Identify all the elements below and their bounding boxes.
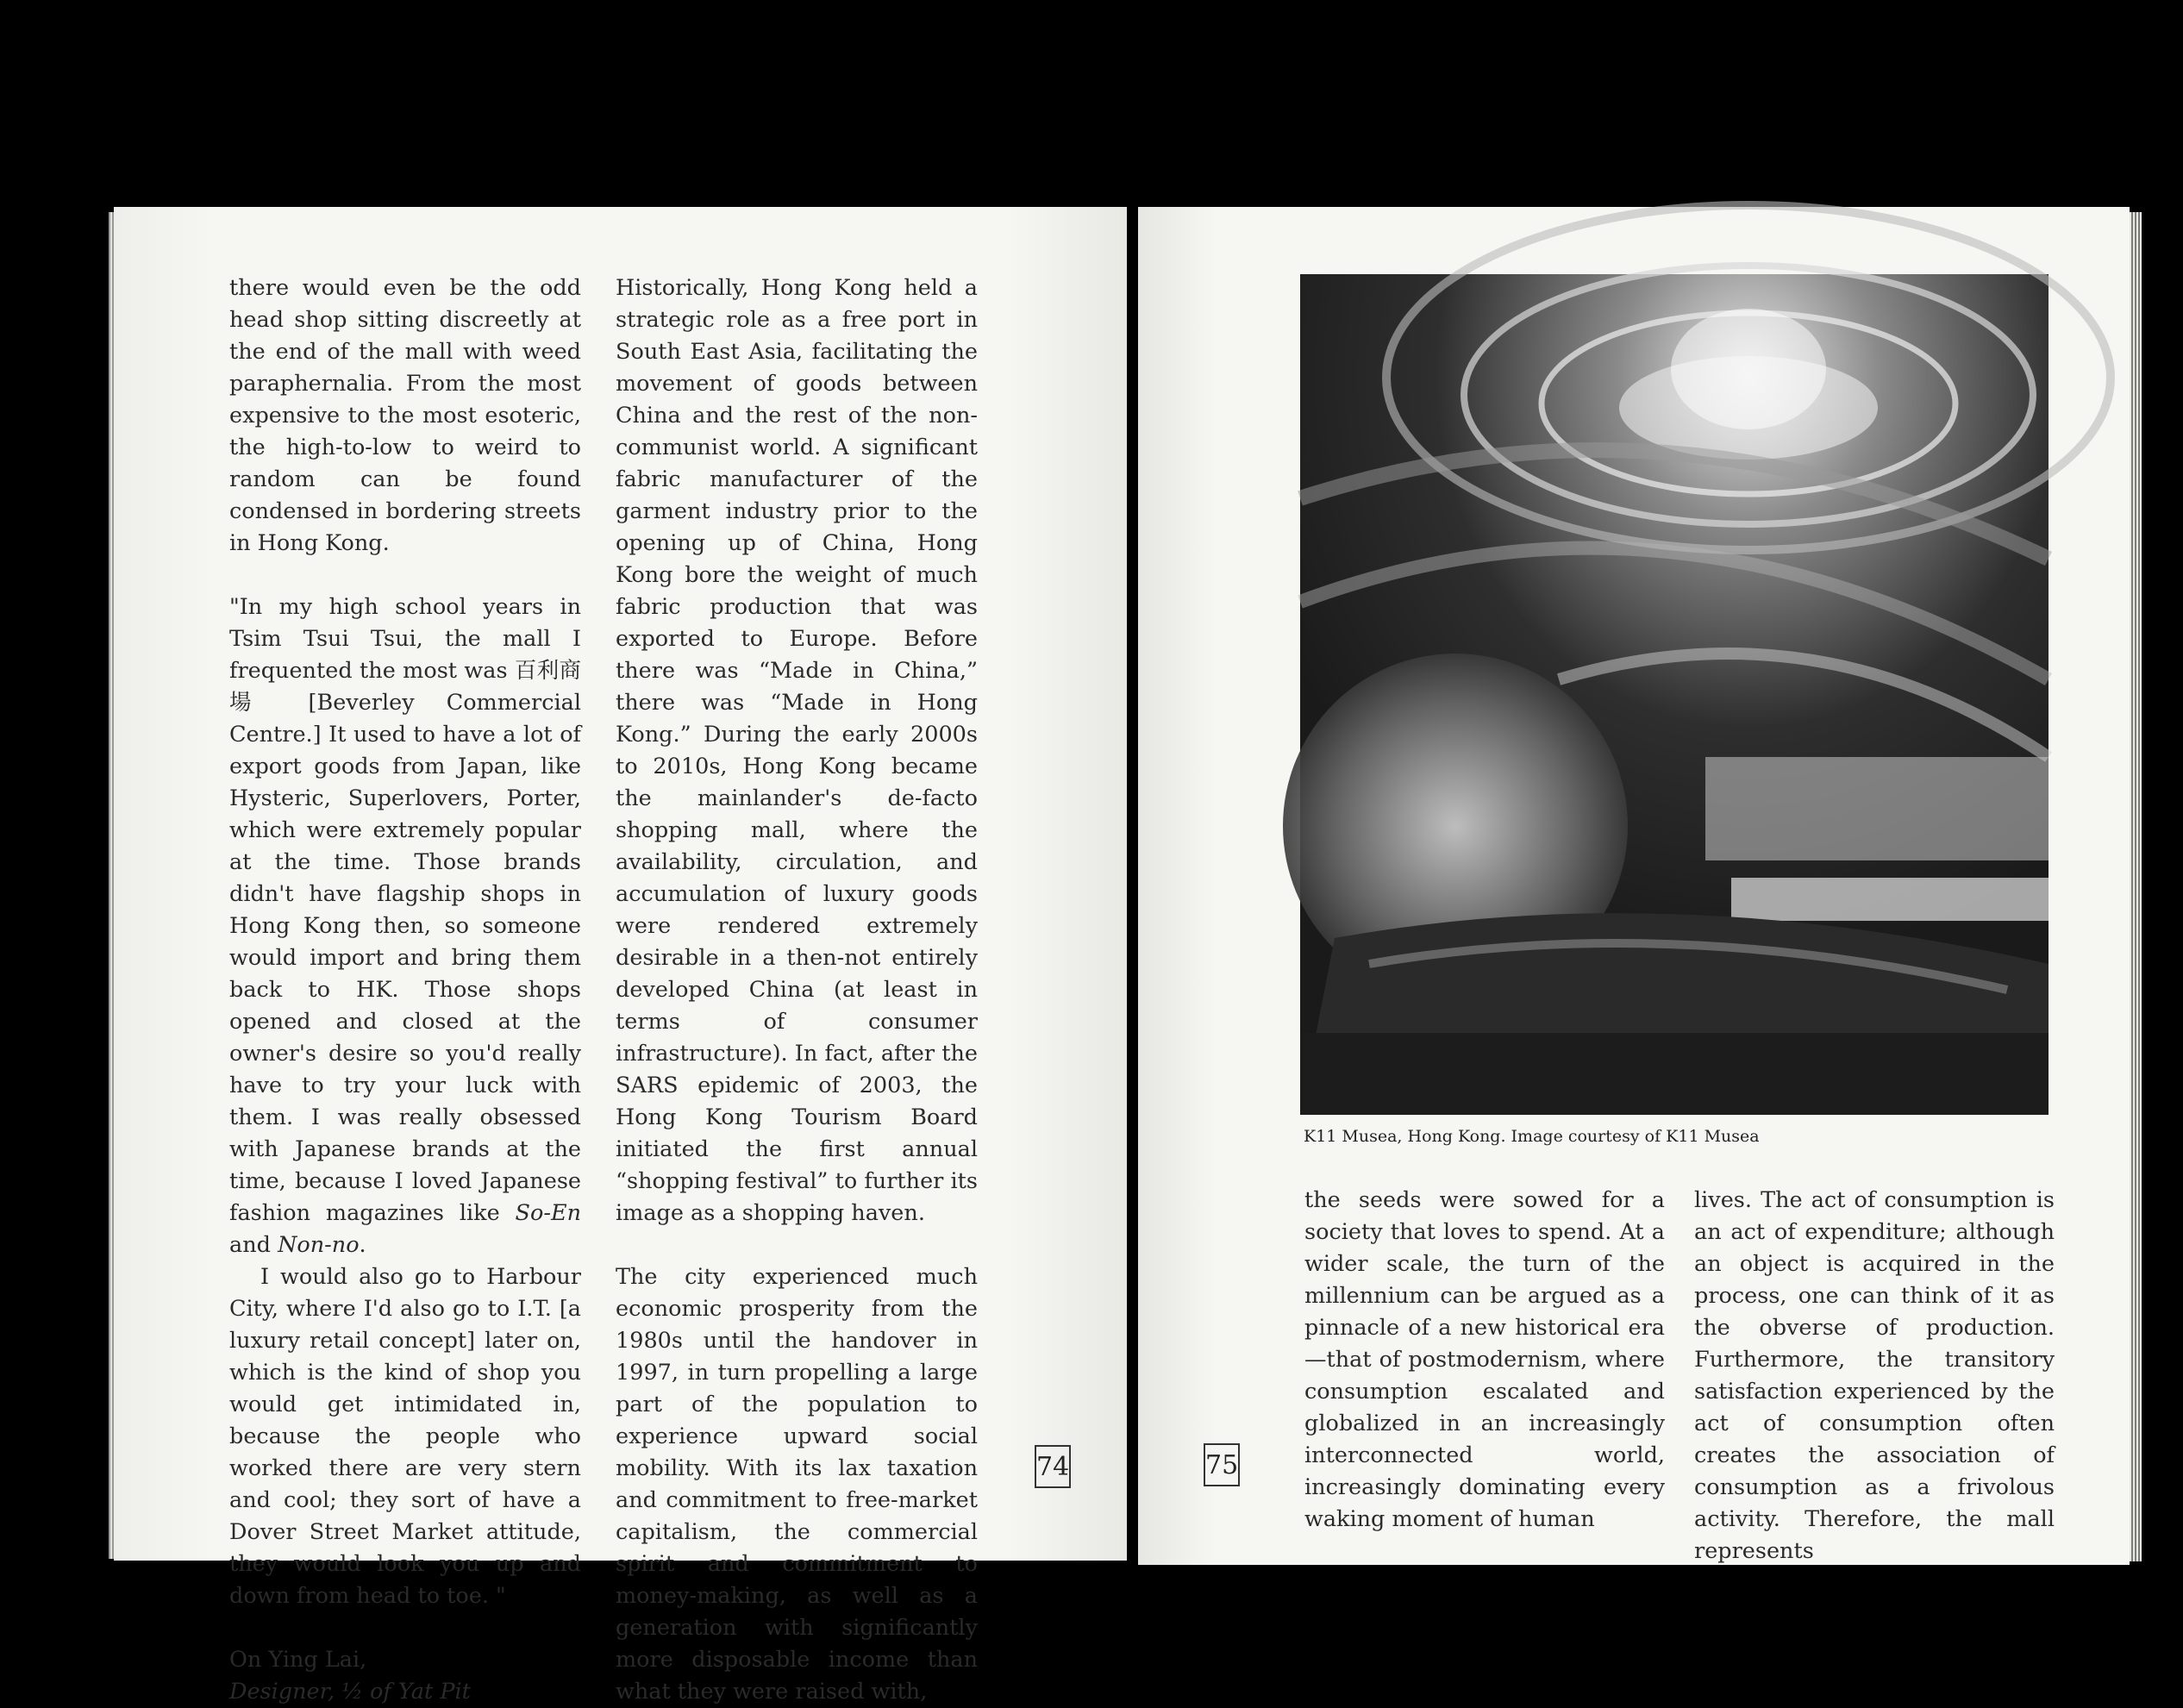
quote-paragraph: I would also go to Harbour City, where I'd also go to I.T. [a luxury retail concept] later on, which is the kind of shop you would get intimidated in, because the people who worked there are very stern and cool; they sort of have a Dover Street Market attitude, they would look you up and down from head to toe. " — [229, 1264, 581, 1609]
mall-atrium-photo — [1300, 274, 2049, 1115]
quote-paragraph — [229, 591, 581, 1261]
page-number: 74 — [1035, 1445, 1071, 1488]
attribution-name: On Ying Lai, — [229, 1647, 367, 1673]
right-page — [1138, 207, 2130, 1565]
quote-text: "In my high school years in Tsim Tsui Tsui, the mall I frequented the most was 百利商場 [Beverley Commercial Centre.] It used to have a lot of export goods from Japan, like Hysteric, Superlovers, Porter, which were extremely popular at the time. Those brands didn't have flagship shops in Hong Kong then, so someone would import and bring them back to HK. Those shops opened and closed at the owner's desire so you'd really have to try your luck with them. I was really obsessed with Japanese brands at the time, because I loved Japanese fashion magazines like — [229, 594, 581, 1226]
paragraph: The city experienced much economic prosperity from the 1980s until the handover in 1997, in turn propelling a large part of the population to experience upward social mobility. With its lax taxation and commitment to free-market capitalism, the commercial spirit and commitment to money-making, as well as a generation with significantly more disposable income than what they were raised with, — [616, 1264, 978, 1705]
photo-caption: K11 Musea, Hong Kong. Image courtesy of K11 Musea — [1304, 1127, 1760, 1146]
page-number: 75 — [1204, 1443, 1240, 1486]
left-page — [114, 207, 1127, 1705]
attribution-role: Designer, ½ of Yat Pit — [229, 1679, 471, 1705]
paragraph: Historically, Hong Kong held a strategic role as a free port in South East Asia, facilitating the movement of goods between China and the rest of the non-communist world. A significant fabric manufacturer of the garment industry prior to the opening up of China, Hong Kong bore the weight of much fabric production that was exported to Europe. Before there was “Made in China,” there was “Made in Hong Kong.” During the early 2000s to 2010s, Hong Kong became the mainlander's de-facto shopping mall, where the availability, circulation, and accumulation of luxury goods were rendered extremely desirable in a then-not entirely developed China (at least in terms of consumer infrastructure). In fact, after the SARS epidemic of 2003, the Hong Kong Tourism Board initiated the first annual “shopping festival” to further its image as a shopping haven. — [616, 275, 978, 1226]
paragraph: there would even be the odd head shop sitting discreetly at the end of the mall with weed paraphernalia. From the most expensive to the most esoteric, the high-to-low to weird to random can be found condensed in bordering streets in Hong Kong. — [229, 275, 581, 556]
magazine-title: So-En — [515, 1200, 581, 1226]
right-column-2 — [1694, 1185, 2055, 1567]
left-column-1 — [229, 272, 581, 1708]
right-column-1 — [1304, 1185, 1665, 1536]
conjunction: and — [229, 1232, 278, 1258]
left-column-2 — [616, 272, 978, 1708]
period: . — [359, 1232, 366, 1258]
photo-image — [1300, 274, 2049, 1115]
paragraph: the seeds were sowed for a society that loves to spend. At a wider scale, the turn of the millennium can be argued as a pinnacle of a new historical era—that of postmodernism, where consumption escalated and globalized in an increasingly interconnected world, increasingly dominating every waking moment of human — [1304, 1187, 1665, 1532]
magazine-title: Non-no — [278, 1232, 360, 1258]
paragraph: lives. The act of consumption is an act of expenditure; although an object is acquired in the process, one can think of it as the obverse of production. Furthermore, the transitory satisfaction experienced by the act of consumption often creates the association of consumption as a frivolous activity. Therefore, the mall represents — [1694, 1187, 2055, 1564]
